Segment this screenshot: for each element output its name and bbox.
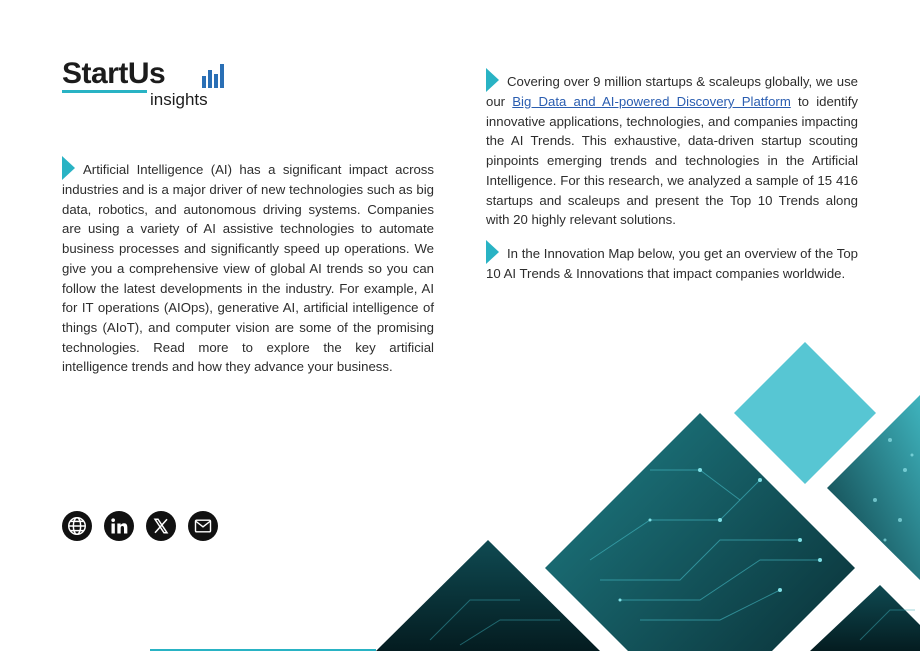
discovery-platform-link[interactable]: Big Data and AI-powered Discovery Platform — [512, 94, 791, 109]
startus-insights-logo[interactable] — [62, 58, 232, 114]
bullet-triangle-icon — [486, 240, 499, 264]
globe-icon[interactable] — [62, 511, 92, 541]
intro-paragraph — [62, 156, 434, 377]
innovation-map-paragraph — [486, 240, 858, 284]
methodology-text-end: to identify innovative applications, technologies, and companies impacting the AI Trends. This exhaustive, data-driven startup scouting pinpoints emerging trends and technologies in the Artificial Intelligence. For this research, we analyzed a sample of 15 416 startups and scaleups and present the Top 10 Trends along with 20 highly relevant solutions. — [486, 94, 858, 228]
bullet-triangle-icon — [62, 156, 75, 180]
linkedin-icon[interactable] — [104, 511, 134, 541]
innovation-map-text: In the Innovation Map below, you get an overview of the Top 10 AI Trends & Innovations that impact companies worldwide. — [486, 246, 858, 281]
social-links — [62, 511, 218, 541]
logo-bars-icon — [202, 62, 226, 88]
logo-underline — [62, 90, 147, 93]
mail-icon[interactable] — [188, 511, 218, 541]
intro-text: Artificial Intelligence (AI) has a significant impact across industries and is a major driver of new technologies such as big data, robotics, and autonomous driving systems. Companies are using a variety of AI assistive technologies to automate business processes and significantly speed up operations. We give you a comprehensive view of global AI trends so you can follow the latest developments in the industry. For example, AI for IT operations (AIOps), generative AI, artificial intelligence of things (AIoT), and computer vision are some of the promising technologies. Read more to explore the key artificial intelligence trends and how they advance your business. — [62, 162, 434, 375]
methodology-text-start: Covering over 9 million startups & scaleups globally, we use our — [486, 74, 858, 109]
methodology-paragraph — [486, 68, 858, 230]
logo-wordmark: StartUs — [62, 57, 166, 90]
logo-subtitle: insights — [150, 90, 208, 109]
x-icon[interactable] — [146, 511, 176, 541]
bullet-triangle-icon — [486, 68, 499, 92]
